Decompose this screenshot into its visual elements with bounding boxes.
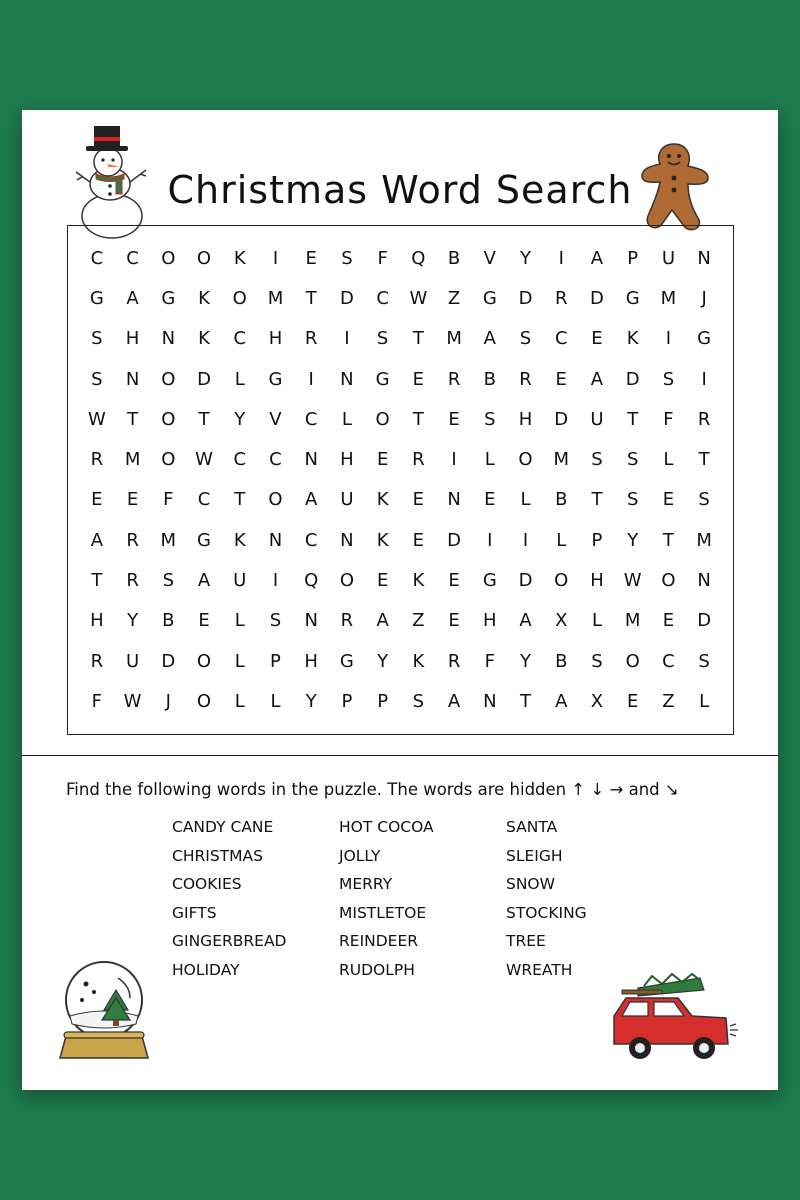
grid-letter: M <box>267 287 284 309</box>
grid-letter: W <box>623 570 642 592</box>
grid-letter: W <box>123 690 142 712</box>
word-list-item: STOCKING <box>506 903 587 922</box>
grid-letter: T <box>412 408 424 430</box>
worksheet <box>22 110 778 1090</box>
grid-letter: Y <box>520 247 532 269</box>
grid-letter: R <box>519 368 532 390</box>
grid-letter: N <box>161 328 176 350</box>
grid-letter: R <box>126 570 139 592</box>
grid-letter: A <box>376 610 389 632</box>
grid-letter: N <box>697 570 711 592</box>
grid-letter: P <box>377 690 389 712</box>
grid-letter: E <box>198 610 210 632</box>
grid-letter: H <box>590 570 604 592</box>
grid-letter: D <box>518 570 533 592</box>
grid-letter: O <box>161 408 176 430</box>
grid-letter: K <box>412 650 425 672</box>
grid-letter: K <box>626 328 639 350</box>
grid-letter: G <box>339 650 354 672</box>
grid-letter: E <box>448 408 460 430</box>
grid-letter: Y <box>377 650 389 672</box>
grid-letter: T <box>127 408 139 430</box>
divider <box>22 755 778 756</box>
grid-letter: H <box>518 408 533 430</box>
word-search-grid-frame <box>67 225 734 735</box>
grid-letter: D <box>697 610 712 632</box>
grid-letter: N <box>447 489 461 511</box>
grid-letter: K <box>198 328 210 350</box>
grid-letter: D <box>518 287 533 309</box>
grid-letter: R <box>447 368 461 390</box>
grid-letter: L <box>520 489 531 511</box>
word-list-item: MISTLETOE <box>339 903 427 922</box>
grid-letter: S <box>626 449 639 471</box>
grid-letter: I <box>487 529 493 551</box>
grid-letter: D <box>554 408 569 430</box>
grid-letter: L <box>699 690 710 712</box>
word-list-item: CHRISTMAS <box>172 846 263 865</box>
grid-letter: U <box>340 489 354 511</box>
grid-letter: E <box>376 449 389 471</box>
grid-letter: E <box>91 489 103 511</box>
word-list-item: SNOW <box>506 875 555 893</box>
grid-letter: S <box>591 449 603 471</box>
grid-letter: E <box>412 489 425 511</box>
word-list-item: GINGERBREAD <box>172 932 287 950</box>
grid-letter: R <box>412 449 425 471</box>
grid-letter: L <box>591 610 602 632</box>
page-title: Christmas Word Search <box>167 168 633 212</box>
grid-letter: D <box>161 650 176 672</box>
word-list-item: HOLIDAY <box>172 960 240 979</box>
grid-letter: B <box>447 247 461 269</box>
word-list-item: TREE <box>506 932 546 950</box>
grid-letter: E <box>448 610 460 632</box>
grid-letter: M <box>446 328 462 350</box>
grid-letter: N <box>697 247 711 269</box>
grid-letter: C <box>233 449 247 471</box>
grid-letter: K <box>233 529 246 551</box>
grid-letter: F <box>91 690 103 712</box>
grid-letter: G <box>482 570 497 592</box>
grid-letter: E <box>305 247 317 269</box>
word-list-item: CANDY CANE <box>172 818 274 836</box>
grid-letter: K <box>412 570 425 592</box>
grid-letter: S <box>698 489 710 511</box>
grid-letter: M <box>660 287 677 309</box>
snow-globe-icon <box>56 958 152 1066</box>
grid-letter: K <box>198 287 210 309</box>
grid-letter: O <box>196 650 212 672</box>
grid-letter: Q <box>411 247 426 269</box>
grid-letter: S <box>662 368 675 390</box>
grid-letter: O <box>161 368 176 390</box>
grid-letter: C <box>90 247 104 269</box>
grid-letter: G <box>482 287 497 309</box>
grid-letter: A <box>90 529 104 551</box>
grid-letter: A <box>126 287 139 309</box>
grid-letter: C <box>304 529 318 551</box>
grid-letter: A <box>483 328 496 350</box>
grid-letter: A <box>555 690 568 712</box>
grid-letter: A <box>447 690 461 712</box>
grid-letter: J <box>165 690 171 712</box>
grid-letter: Y <box>305 690 317 712</box>
grid-letter: U <box>661 247 675 269</box>
grid-letter: N <box>304 449 318 471</box>
word-list-item: COOKIES <box>172 875 242 893</box>
grid-letter: G <box>697 328 712 350</box>
grid-letter: G <box>161 287 176 309</box>
grid-letter: D <box>339 287 354 309</box>
grid-letter: L <box>234 690 245 712</box>
grid-letter: A <box>590 247 604 269</box>
grid-letter: E <box>448 570 460 592</box>
grid-letter: D <box>197 368 211 390</box>
grid-letter: A <box>197 570 211 592</box>
grid-letter: R <box>304 328 318 350</box>
grid-letter: O <box>661 570 676 592</box>
grid-letter: G <box>625 287 640 309</box>
grid-letter: C <box>376 287 389 309</box>
grid-letter: Y <box>627 529 639 551</box>
grid-letter: E <box>662 489 675 511</box>
grid-letter: R <box>697 408 711 430</box>
grid-letter: I <box>558 247 564 269</box>
grid-letter: I <box>272 570 279 592</box>
grid-letter: S <box>591 650 603 672</box>
grid-letter: U <box>233 570 247 592</box>
grid-letter: P <box>341 690 353 712</box>
grid-letter: A <box>590 368 604 390</box>
grid-letter: I <box>451 449 457 471</box>
grid-letter: C <box>554 328 568 350</box>
grid-letter: N <box>304 610 318 632</box>
word-list-item: SANTA <box>506 818 558 836</box>
grid-letter: S <box>162 570 175 592</box>
grid-letter: K <box>376 529 389 551</box>
word-list-item: REINDEER <box>339 932 419 950</box>
grid-letter: L <box>234 610 245 632</box>
grid-letter: E <box>376 570 389 592</box>
grid-letter: S <box>91 328 103 350</box>
grid-letter: X <box>555 610 568 632</box>
grid-letter: D <box>625 368 640 390</box>
grid-letter: F <box>163 489 174 511</box>
grid-letter: M <box>160 529 177 551</box>
letter-grid <box>68 238 733 722</box>
grid-letter: V <box>483 247 496 269</box>
grid-letter: R <box>447 650 461 672</box>
grid-letter: R <box>340 610 354 632</box>
grid-letter: F <box>663 408 674 430</box>
word-list <box>172 818 673 989</box>
grid-letter: S <box>484 408 496 430</box>
grid-letter: N <box>340 529 354 551</box>
grid-letter: M <box>124 449 141 471</box>
grid-letter: G <box>268 368 283 390</box>
grid-letter: T <box>520 690 532 712</box>
word-list-item: SLEIGH <box>506 846 563 865</box>
grid-letter: W <box>87 408 106 430</box>
grid-letter: O <box>196 690 212 712</box>
grid-letter: S <box>341 247 353 269</box>
grid-letter: P <box>627 247 639 269</box>
word-list-item: RUDOLPH <box>339 960 415 979</box>
grid-letter: I <box>272 247 279 269</box>
grid-letter: H <box>304 650 318 672</box>
grid-letter: G <box>197 529 211 551</box>
word-list-item: MERRY <box>339 875 393 893</box>
grid-letter: T <box>412 328 424 350</box>
grid-letter: H <box>90 610 104 632</box>
grid-letter: N <box>125 368 140 390</box>
grid-letter: O <box>375 408 390 430</box>
grid-letter: E <box>591 328 603 350</box>
grid-letter: I <box>701 368 707 390</box>
grid-letter: F <box>484 650 495 672</box>
grid-letter: Z <box>447 287 461 309</box>
grid-letter: T <box>591 489 603 511</box>
grid-letter: U <box>125 650 140 672</box>
grid-letter: Q <box>304 570 319 592</box>
word-list-item: HOT COCOA <box>339 818 434 836</box>
grid-letter: I <box>344 328 350 350</box>
grid-letter: N <box>340 368 354 390</box>
grid-letter: H <box>483 610 497 632</box>
grid-letter: W <box>409 287 428 309</box>
grid-letter: Y <box>234 408 246 430</box>
grid-letter: R <box>126 529 139 551</box>
grid-letter: H <box>125 328 140 350</box>
grid-letter: L <box>234 368 245 390</box>
grid-letter: L <box>484 449 495 471</box>
grid-letter: R <box>90 449 104 471</box>
grid-letter: E <box>662 610 675 632</box>
grid-letter: O <box>196 247 212 269</box>
grid-letter: E <box>412 529 425 551</box>
grid-letter: T <box>234 489 246 511</box>
grid-letter: O <box>339 570 354 592</box>
grid-letter: M <box>553 449 569 471</box>
grid-letter: O <box>161 449 176 471</box>
grid-letter: B <box>162 610 175 632</box>
grid-letter: H <box>340 449 354 471</box>
grid-letter: T <box>91 570 103 592</box>
grid-letter: O <box>554 570 569 592</box>
grid-letter: I <box>522 529 529 551</box>
grid-letter: S <box>626 489 639 511</box>
grid-letter: L <box>234 650 245 672</box>
grid-letter: O <box>625 650 640 672</box>
grid-letter: D <box>447 529 462 551</box>
grid-letter: I <box>308 368 314 390</box>
grid-letter: C <box>126 247 139 269</box>
grid-letter: T <box>627 408 639 430</box>
grid-letter: M <box>624 610 641 632</box>
grid-letter: E <box>555 368 567 390</box>
grid-letter: N <box>483 690 497 712</box>
grid-letter: T <box>698 449 710 471</box>
grid-letter: E <box>627 690 639 712</box>
word-list-item: JOLLY <box>339 846 381 865</box>
instructions-text: Find the following words in the puzzle. The words are hidden ↑ ↓ → and ↘ <box>66 780 679 799</box>
grid-letter: H <box>268 328 283 350</box>
grid-letter: V <box>269 408 282 430</box>
grid-letter: P <box>591 529 603 551</box>
grid-letter: R <box>90 650 104 672</box>
grid-letter: G <box>375 368 390 390</box>
grid-letter: O <box>161 247 176 269</box>
grid-letter: X <box>590 690 604 712</box>
grid-letter: C <box>197 489 211 511</box>
red-car-with-tree-icon <box>608 968 742 1068</box>
grid-letter: L <box>270 690 281 712</box>
grid-letter: T <box>305 287 317 309</box>
grid-letter: O <box>268 489 283 511</box>
grid-letter: B <box>483 368 496 390</box>
grid-letter: M <box>696 529 712 551</box>
grid-letter: A <box>305 489 318 511</box>
grid-letter: E <box>126 489 139 511</box>
grid-letter: Y <box>127 610 139 632</box>
grid-letter: K <box>376 489 389 511</box>
grid-letter: D <box>590 287 604 309</box>
grid-letter: T <box>198 408 210 430</box>
grid-letter: E <box>484 489 496 511</box>
grid-letter: F <box>377 247 388 269</box>
grid-letter: L <box>663 449 674 471</box>
grid-letter: J <box>701 287 707 309</box>
grid-letter: P <box>270 650 281 672</box>
grid-letter: W <box>195 449 213 471</box>
grid-letter: C <box>304 408 318 430</box>
grid-letter: O <box>518 449 533 471</box>
grid-letter: S <box>412 690 425 712</box>
grid-letter: G <box>89 287 104 309</box>
grid-letter: B <box>555 489 568 511</box>
grid-letter: A <box>519 610 532 632</box>
grid-letter: Z <box>662 690 675 712</box>
grid-letter: R <box>554 287 568 309</box>
grid-letter: S <box>376 328 389 350</box>
grid-letter: Y <box>520 650 532 672</box>
grid-letter: L <box>556 529 567 551</box>
grid-letter: C <box>233 328 247 350</box>
grid-letter: N <box>268 529 283 551</box>
grid-letter: S <box>519 328 532 350</box>
grid-letter: B <box>555 650 568 672</box>
word-list-item: WREATH <box>506 960 573 979</box>
grid-letter: S <box>698 650 710 672</box>
grid-letter: L <box>341 408 352 430</box>
grid-letter: S <box>269 610 282 632</box>
grid-letter: K <box>233 247 246 269</box>
word-list-item: GIFTS <box>172 903 217 922</box>
grid-letter: C <box>269 449 282 471</box>
grid-letter: E <box>412 368 425 390</box>
grid-letter: Z <box>412 610 425 632</box>
grid-letter: T <box>662 529 674 551</box>
grid-letter: U <box>590 408 604 430</box>
grid-letter: S <box>91 368 103 390</box>
grid-letter: O <box>232 287 247 309</box>
grid-letter: C <box>662 650 675 672</box>
grid-letter: I <box>665 328 672 350</box>
